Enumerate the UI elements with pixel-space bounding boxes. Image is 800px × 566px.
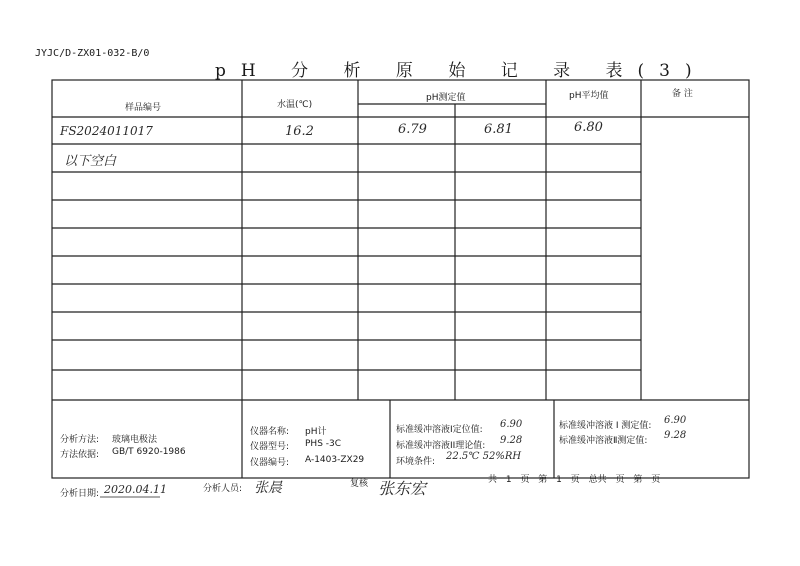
buffer1-value: 6.90 [500,419,523,430]
row2-sample: 以下空白 [64,154,117,169]
buffer2-measured-label: 标准缓冲溶液Ⅱ测定值: [559,436,648,446]
date-value: 2020.04.11 [104,483,167,496]
header-ph-average: pH平均值 [569,91,609,101]
buffer2-measured-value: 9.28 [664,430,687,441]
env-label: 环境条件: [396,457,436,467]
buffer1-label: 标准缓冲溶液I定位值: [396,425,483,435]
analyst-value: 张晨 [254,480,282,496]
reviewer-label: 复核 [350,479,369,489]
method-label: 分析方法: [60,435,100,445]
instrument-id-value: A-1403-ZX29 [305,455,365,465]
buffer1-measured-value: 6.90 [664,415,687,426]
buffer2-label: 标准缓冲溶液II理论值: [396,441,486,451]
reviewer-value: 张东宏 [378,479,427,498]
env-value: 22.5℃ 52%RH [446,451,522,462]
instrument-id-label: 仪器编号: [250,458,290,468]
instrument-model-value: PHS -3C [305,439,342,449]
header-ph-measured: pH测定值 [426,93,466,103]
instrument-name-value: pH计 [305,427,327,437]
basis-value: GB/T 6920-1986 [112,447,186,457]
analyst-label: 分析人员: [203,484,243,494]
row1-avg: 6.80 [574,120,603,135]
row1-ph2: 6.81 [484,122,513,137]
page-count: 共 1 页 第 1 页 总共 页 第 页 [488,475,661,485]
buffer1-measured-label: 标准缓冲溶液 I 测定值: [559,421,652,431]
method-value: 玻璃电极法 [112,435,158,445]
basis-label: 方法依据: [60,450,100,460]
row1-temp: 16.2 [285,124,314,139]
form-code: JYJC/D-ZX01-032-B/0 [35,48,150,59]
row1-ph1: 6.79 [398,122,427,137]
instrument-name-label: 仪器名称: [250,427,290,437]
row1-sample: FS2024011017 [60,124,153,138]
header-remarks: 备 注 [672,89,693,99]
header-water-temp: 水温(℃) [277,100,313,110]
date-label: 分析日期: [60,489,100,499]
page-title: pH 分 析 原 始 记 录 表(3) [215,61,707,81]
buffer2-value: 9.28 [500,435,523,446]
header-sample-id: 样品编号 [125,103,162,113]
instrument-model-label: 仪器型号: [250,442,290,452]
